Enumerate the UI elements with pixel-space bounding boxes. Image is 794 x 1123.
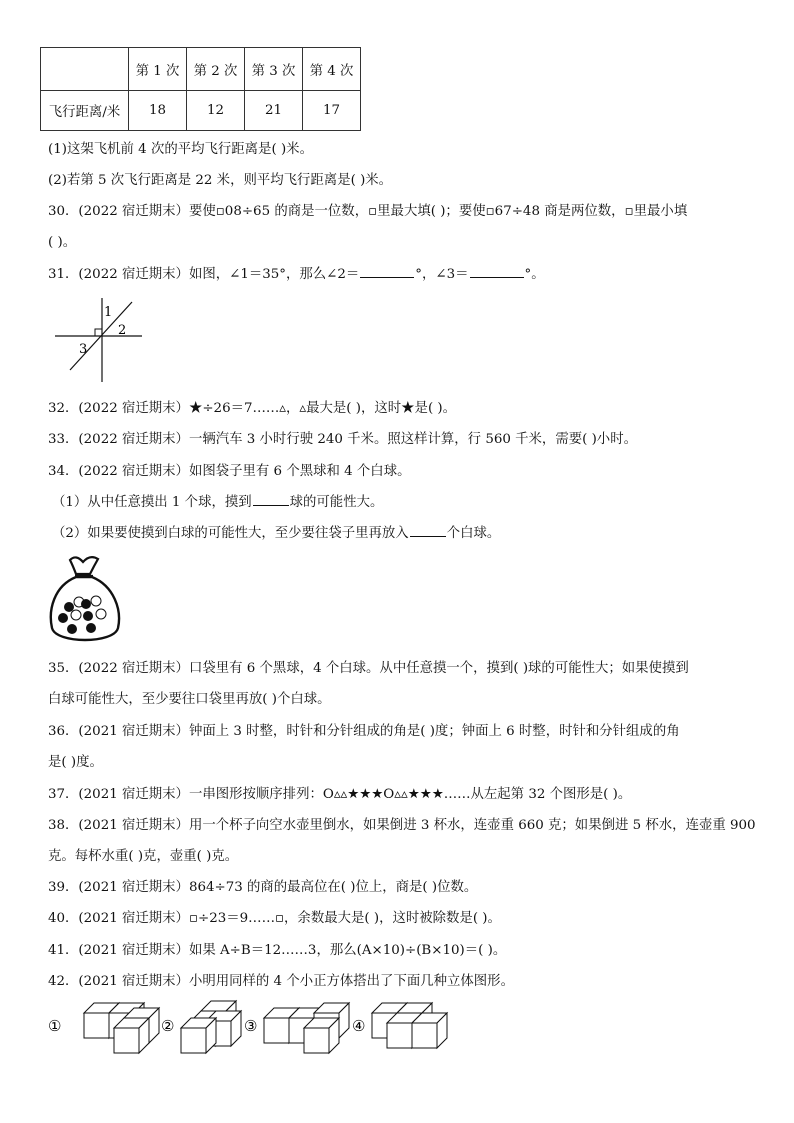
question-line: 39．(2021 宿迁期末）864÷73 的商的最高位在( )位上，商是( )位数。 [48,880,478,895]
question-line: (2)若第 5 次飞行距离是 22 米，则平均飞行距离是( )米。 [48,173,393,188]
bag-top [70,557,98,574]
table-header-cell: 第 3 次 [245,48,303,91]
question-line: 白球可能性大，至少要往口袋里再放( )个白球。 [48,692,331,707]
cube-figure-4 [372,1003,447,1048]
question-line [52,525,500,543]
question-text: 个白球。 [446,526,501,541]
answer-blank[interactable] [410,535,446,537]
answer-blank[interactable] [253,504,289,506]
table-cell: 17 [303,91,361,131]
black-ball [83,611,93,621]
answer-blank[interactable] [360,276,414,278]
question-text: °，∠3＝ [415,267,469,282]
black-ball [64,602,74,612]
angle-figure [52,296,152,386]
figure-label-1: ① [48,1017,62,1035]
black-ball [86,623,96,633]
question-line: (1)这架飞机前 4 次的平均飞行距离是( )米。 [48,142,313,157]
table-row-label: 飞行距离/米 [41,91,129,131]
table-cell: 21 [245,91,303,131]
angle-label-1: 1 [104,305,113,320]
white-ball [91,596,101,606]
question-line: 37．(2021 宿迁期末）一串图形按顺序排列：O▵▵★★★O▵▵★★★……从左起第 32 个图形是( )。 [48,787,632,802]
table-header-cell: 第 1 次 [129,48,187,91]
question-text: °。 [524,267,545,282]
question-line: 34．(2022 宿迁期末）如图袋子里有 6 个黑球和 4 个白球。 [48,464,411,479]
right-angle-mark [95,329,102,336]
question-line: 36．(2021 宿迁期末）钟面上 3 时整，时针和分针组成的角是( )度；钟面上 6 时整，时针和分针组成的角 [48,724,680,739]
cube-figure-3 [264,1003,349,1053]
white-ball [96,609,106,619]
table-header-cell [41,48,129,91]
cube-figure-1 [84,1003,159,1053]
question-line [52,494,383,512]
question-line: ( )。 [48,235,77,250]
black-ball [81,599,91,609]
cube-figures [46,998,466,1058]
cube-figure-2 [181,1001,241,1053]
ball-bag-figure [46,552,128,652]
table-cell: 18 [129,91,187,131]
question-line: 41．(2021 宿迁期末）如果 A÷B＝12……3，那么(A×10)÷(B×10)＝( )。 [48,943,507,958]
table-header-cell: 第 4 次 [303,48,361,91]
table-header-cell: 第 2 次 [187,48,245,91]
black-ball [67,624,77,634]
question-line [48,266,545,284]
question-line: 38．(2021 宿迁期末）用一个杯子向空水壶里倒水，如果倒进 3 杯水，连壶重 660 克；如果倒进 5 杯水，连壶重 900 [48,818,756,833]
question-line: 30．(2022 宿迁期末）要使▫08÷65 的商是一位数，▫里最大填( )；要使▫67÷48 商是两位数，▫里最小填 [48,204,688,219]
question-text: 31．(2022 宿迁期末）如图，∠1＝35°，那么∠2＝ [48,267,360,282]
figure-label-4: ④ [352,1017,366,1035]
question-line: 是( )度。 [48,755,103,770]
question-text: 球的可能性大。 [289,495,384,510]
white-ball [71,610,81,620]
question-line: 40．(2021 宿迁期末）▫÷23＝9……▫，余数最大是( )，这时被除数是( )。 [48,911,501,926]
flight-distance-table [40,47,361,131]
figure-label-2: ② [161,1017,175,1035]
answer-blank[interactable] [470,276,524,278]
question-line: 克。每杯水重( )克，壶重( )克。 [48,849,239,864]
question-text: （2）如果要使摸到白球的可能性大，至少要往袋子里再放入 [52,526,409,541]
question-line: 32．(2022 宿迁期末）★÷26＝7……▵，▵最大是( )，这时★是( )。 [48,401,457,416]
table-cell: 12 [187,91,245,131]
question-line: 33．(2022 宿迁期末）一辆汽车 3 小时行驶 240 千米。照这样计算，行 560 千米，需要( )小时。 [48,432,637,447]
black-ball [58,613,68,623]
angle-label-2: 2 [118,323,127,338]
question-line: 35．(2022 宿迁期末）口袋里有 6 个黑球，4 个白球。从中任意摸一个，摸到( )球的可能性大；如果使摸到 [48,661,689,676]
figure-label-3: ③ [244,1017,258,1035]
angle-label-3: 3 [79,342,88,357]
question-text: （1）从中任意摸出 1 个球，摸到 [52,495,252,510]
question-line: 42．(2021 宿迁期末）小明用同样的 4 个小正方体搭出了下面几种立体图形。 [48,974,514,989]
